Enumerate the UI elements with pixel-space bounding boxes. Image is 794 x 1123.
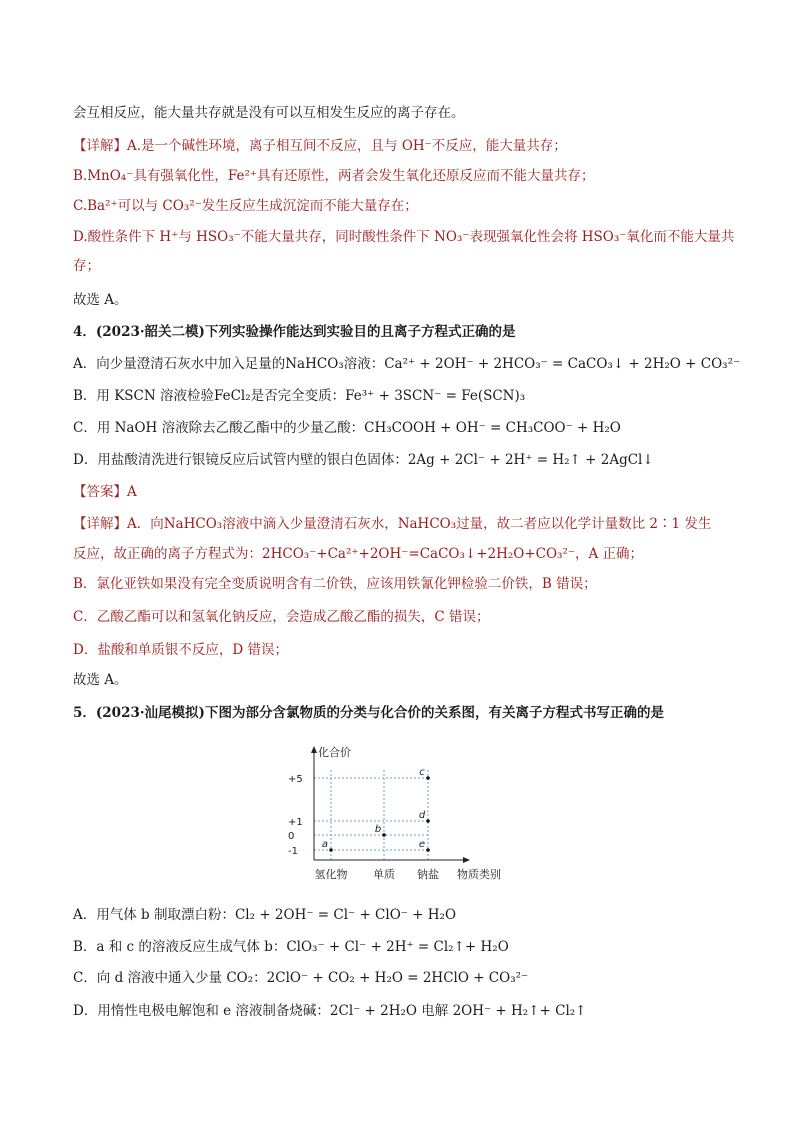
point-label: e <box>418 839 426 850</box>
point-label: c <box>419 767 425 778</box>
x-tick-label: 氢化物 <box>314 868 348 881</box>
text-line: C．用 NaOH 溶液除去乙酸乙酯中的少量乙酸：CH₃COOH + OH⁻ = CH₃COO⁻ + H₂O <box>73 420 621 436</box>
text-line: B．用 KSCN 溶液检验FeCl₂是否完全变质：Fe³⁺ + 3SCN⁻ = Fe(SCN)₃ <box>73 388 526 404</box>
text-line: B.MnO₄⁻具有强氧化性，Fe²⁺具有还原性，两者会发生氧化还原反应而不能大量共存； <box>73 168 595 184</box>
point-label: b <box>374 824 382 835</box>
text-line: D．用惰性电极电解饱和 e 溶液制备烧碱：2Cl⁻ + 2H₂O 电解 2OH⁻ + H₂↑+ Cl₂↑ <box>73 1003 587 1019</box>
text-line: 【答案】A <box>73 484 137 500</box>
text-line: B．a 和 c 的溶液反应生成气体 b：ClO₃⁻ + Cl⁻ + 2H⁺ = Cl₂↑+ H₂O <box>73 939 509 955</box>
x-tick-label: 单质 <box>373 868 395 881</box>
data-point-a <box>329 848 333 852</box>
data-point-b <box>382 833 386 837</box>
text-line: C.Ba²⁺可以与 CO₃²⁻发生反应生成沉淀而不能大量存在； <box>73 198 418 214</box>
x-tick-label: 钠盐 <box>417 868 439 881</box>
text-line: B．氯化亚铁如果没有完全变质说明含有二价铁，应该用铁氰化钾检验二价铁，B 错误； <box>73 576 597 592</box>
y-axis-arrow <box>311 746 317 753</box>
text-line: 4．(2023·韶关二模)下列实验操作能达到实验目的且离子方程式正确的是 <box>73 324 516 340</box>
data-point-d <box>426 819 430 823</box>
text-line: 反应，故正确的离子方程式为：2HCO₃⁻+Ca²⁺+2OH⁻=CaCO₃↓+2H₂O+CO₃²⁻，A 正确； <box>73 546 644 562</box>
text-line: 会互相反应，能大量共存就是没有可以互相发生反应的离子存在。 <box>73 105 465 121</box>
chlorine-valence-chart <box>280 738 520 888</box>
x-axis-arrow <box>463 857 470 863</box>
y-axis-label: 化合价 <box>318 746 351 759</box>
data-point-c <box>426 776 430 780</box>
point-label: a <box>321 839 329 850</box>
y-tick-label: 0 <box>288 831 295 842</box>
text-line: 存； <box>73 258 100 274</box>
text-line: D．用盐酸清洗进行银镜反应后试管内壁的银白色固体：2Ag + 2Cl⁻ + 2H⁺ = H₂↑ + 2AgCl↓ <box>73 452 654 468</box>
text-line: 【详解】A.是一个碱性环境，离子相互间不反应，且与 OH⁻不反应，能大量共存； <box>73 138 567 154</box>
text-line: A．用气体 b 制取漂白粉：Cl₂ + 2OH⁻ = Cl⁻ + ClO⁻ + H₂O <box>73 907 457 923</box>
y-tick-label: +1 <box>288 817 303 828</box>
x-axis-label: 物质类别 <box>457 868 501 881</box>
text-line: D.酸性条件下 H⁺与 HSO₃⁻不能大量共存，同时酸性条件下 NO₃⁻表现强氧化性会将 HSO₃⁻氧化而不能大量共 <box>73 229 735 245</box>
text-line: A．向少量澄清石灰水中加入足量的NaHCO₃溶液：Ca²⁺ + 2OH⁻ + 2HCO₃⁻ = CaCO₃↓ + 2H₂O + CO₃²⁻ <box>73 356 741 372</box>
text-line: D．盐酸和单质银不反应，D 错误； <box>73 642 288 658</box>
text-line: 故选 A。 <box>73 672 128 688</box>
text-line: 5．(2023·汕尾模拟)下图为部分含氯物质的分类与化合价的关系图，有关离子方程式书写正确的是 <box>73 705 664 721</box>
data-point-e <box>426 848 430 852</box>
y-tick-label: +5 <box>288 774 303 785</box>
point-label: d <box>418 810 426 821</box>
text-line: 故选 A。 <box>73 292 128 308</box>
text-line: C．向 d 溶液中通入少量 CO₂：2ClO⁻ + CO₂ + H₂O = 2HClO + CO₃²⁻ <box>73 970 529 986</box>
y-tick-label: -1 <box>288 846 298 857</box>
text-line: C．乙酸乙酯可以和氢氧化钠反应，会造成乙酸乙酯的损失，C 错误； <box>73 609 490 625</box>
text-line: 【详解】A．向NaHCO₃溶液中滴入少量澄清石灰水，NaHCO₃过量，故二者应以化学计量数比 2∶1 发生 <box>73 516 712 532</box>
